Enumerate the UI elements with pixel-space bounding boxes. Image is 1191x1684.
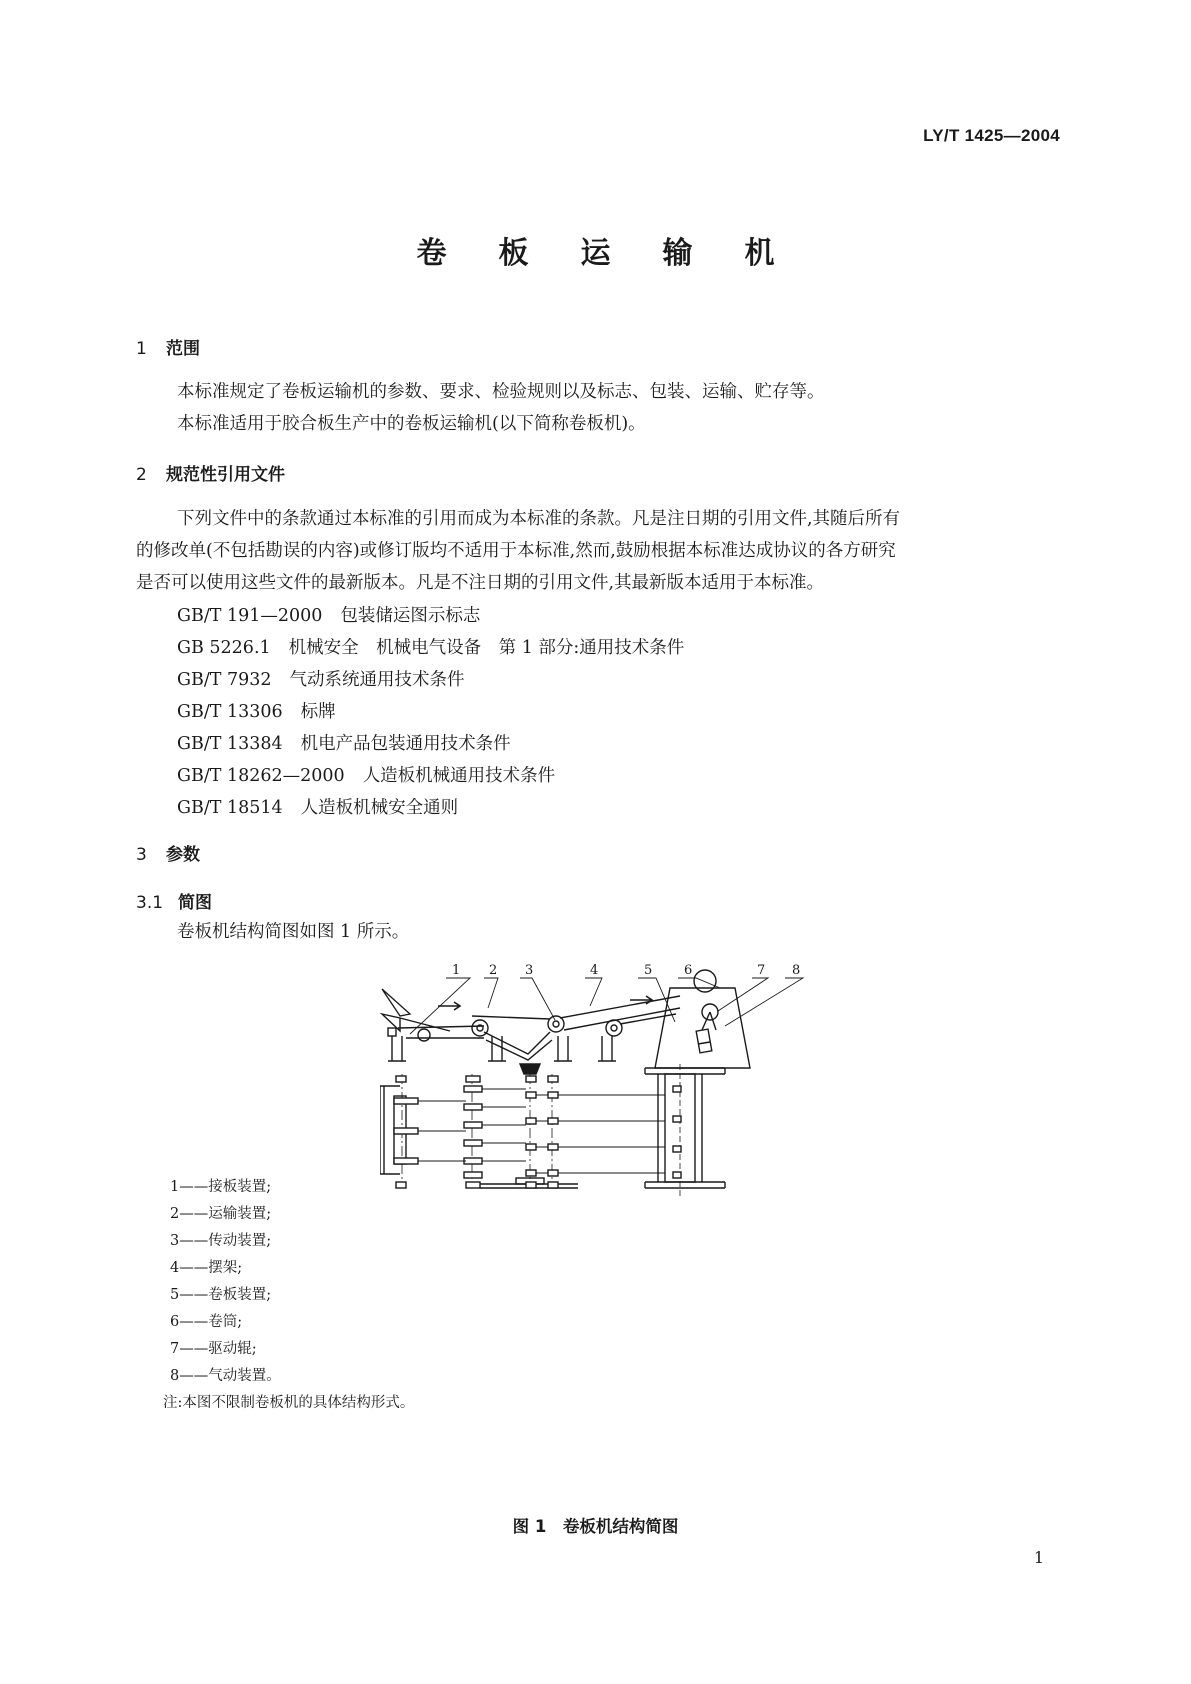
reference-title: 人造板机械通用技术条件	[362, 766, 556, 786]
legend-item: 5——卷板装置;	[170, 1287, 272, 1303]
figure-note: 注:本图不限制卷板机的具体结构形式。	[163, 1395, 415, 1411]
document-title	[0, 228, 1191, 272]
side-elevation-view	[382, 970, 750, 1074]
section-number: 3	[136, 845, 147, 865]
subsection-heading-diagram	[136, 888, 212, 913]
title-char: 机	[744, 236, 775, 271]
reference-code: GB/T 13384	[177, 734, 283, 754]
reference-title: 气动系统通用技术条件	[289, 670, 465, 690]
reference-code: GB/T 7932	[177, 670, 272, 690]
reference-title: 包装储运图示标志	[340, 606, 481, 626]
reference-title: 人造板机械安全通则	[300, 798, 459, 818]
section-heading-parameters	[136, 840, 200, 865]
reference-item	[177, 730, 511, 755]
title-char: 板	[498, 236, 529, 271]
legend-item: 3——传动装置;	[170, 1233, 272, 1249]
reference-code: GB/T 18514	[177, 798, 283, 818]
section-number: 1	[136, 339, 147, 359]
callout-label: 8	[792, 963, 801, 978]
reference-item	[177, 794, 458, 819]
reference-title: 机电产品包装通用技术条件	[300, 734, 511, 754]
reference-item	[177, 698, 336, 723]
legend-item: 6——卷筒;	[170, 1314, 243, 1330]
callout-label: 2	[489, 963, 498, 978]
section-heading-normative-references	[136, 460, 285, 485]
figure-caption: 图 1 卷板机结构简图	[512, 1517, 679, 1536]
paragraph-line: 是否可以使用这些文件的最新版本。凡是不注日期的引用文件,其最新版本适用于本标准。	[136, 573, 825, 593]
legend-item: 2——运输装置;	[170, 1206, 272, 1222]
legend-item: 4——摆架;	[170, 1260, 243, 1276]
title-char: 卷	[416, 236, 447, 271]
callout-label: 7	[757, 963, 766, 978]
section-number: 2	[136, 465, 147, 485]
reference-item	[177, 634, 684, 659]
paragraph-line: 下列文件中的条款通过本标准的引用而成为本标准的条款。凡是注日期的引用文件,其随后所有	[177, 509, 901, 529]
callout-label: 1	[452, 963, 461, 978]
subsection-number: 3.1	[136, 893, 164, 913]
paragraph-line: 的修改单(不包括勘误的内容)或修订版均不适用于本标准,然而,鼓励根据本标准达成协议的各方研究	[136, 541, 896, 561]
callout-label: 5	[644, 963, 653, 978]
paragraph: 本标准规定了卷板运输机的参数、要求、检验规则以及标志、包装、运输、贮存等。	[177, 382, 825, 402]
callout-label: 3	[525, 963, 534, 978]
section-title: 参数	[166, 845, 200, 865]
standard-code: LY/T 1425—2004	[923, 126, 1060, 145]
legend-item: 1——接板装置;	[170, 1179, 272, 1195]
legend-item: 8——气动装置。	[170, 1368, 281, 1384]
reference-item	[177, 666, 465, 691]
reference-code: GB/T 13306	[177, 702, 283, 722]
paragraph: 卷板机结构简图如图 1 所示。	[177, 922, 410, 942]
reference-code: GB/T 18262—2000	[177, 766, 345, 786]
page-number: 1	[1033, 1548, 1044, 1567]
subsection-title: 简图	[178, 893, 212, 913]
paragraph: 本标准适用于胶合板生产中的卷板运输机(以下简称卷板机)。	[177, 414, 646, 434]
title-char: 运	[580, 236, 611, 271]
title-char: 输	[662, 236, 693, 271]
reference-title: 机械安全 机械电气设备 第 1 部分:通用技术条件	[288, 638, 685, 658]
callout-label: 6	[684, 963, 693, 978]
reference-item	[177, 762, 555, 787]
reference-item	[177, 602, 480, 627]
section-title: 范围	[166, 339, 200, 359]
legend-item: 7——驱动辊;	[170, 1341, 257, 1357]
section-title: 规范性引用文件	[166, 465, 285, 485]
reference-code: GB 5226.1	[177, 638, 271, 658]
reference-code: GB/T 191—2000	[177, 606, 323, 626]
plan-view	[380, 1064, 725, 1196]
section-heading-scope	[136, 334, 200, 359]
callout-label: 4	[590, 963, 599, 978]
reference-title: 标牌	[300, 702, 336, 722]
machine-schematic-figure	[380, 956, 820, 1254]
